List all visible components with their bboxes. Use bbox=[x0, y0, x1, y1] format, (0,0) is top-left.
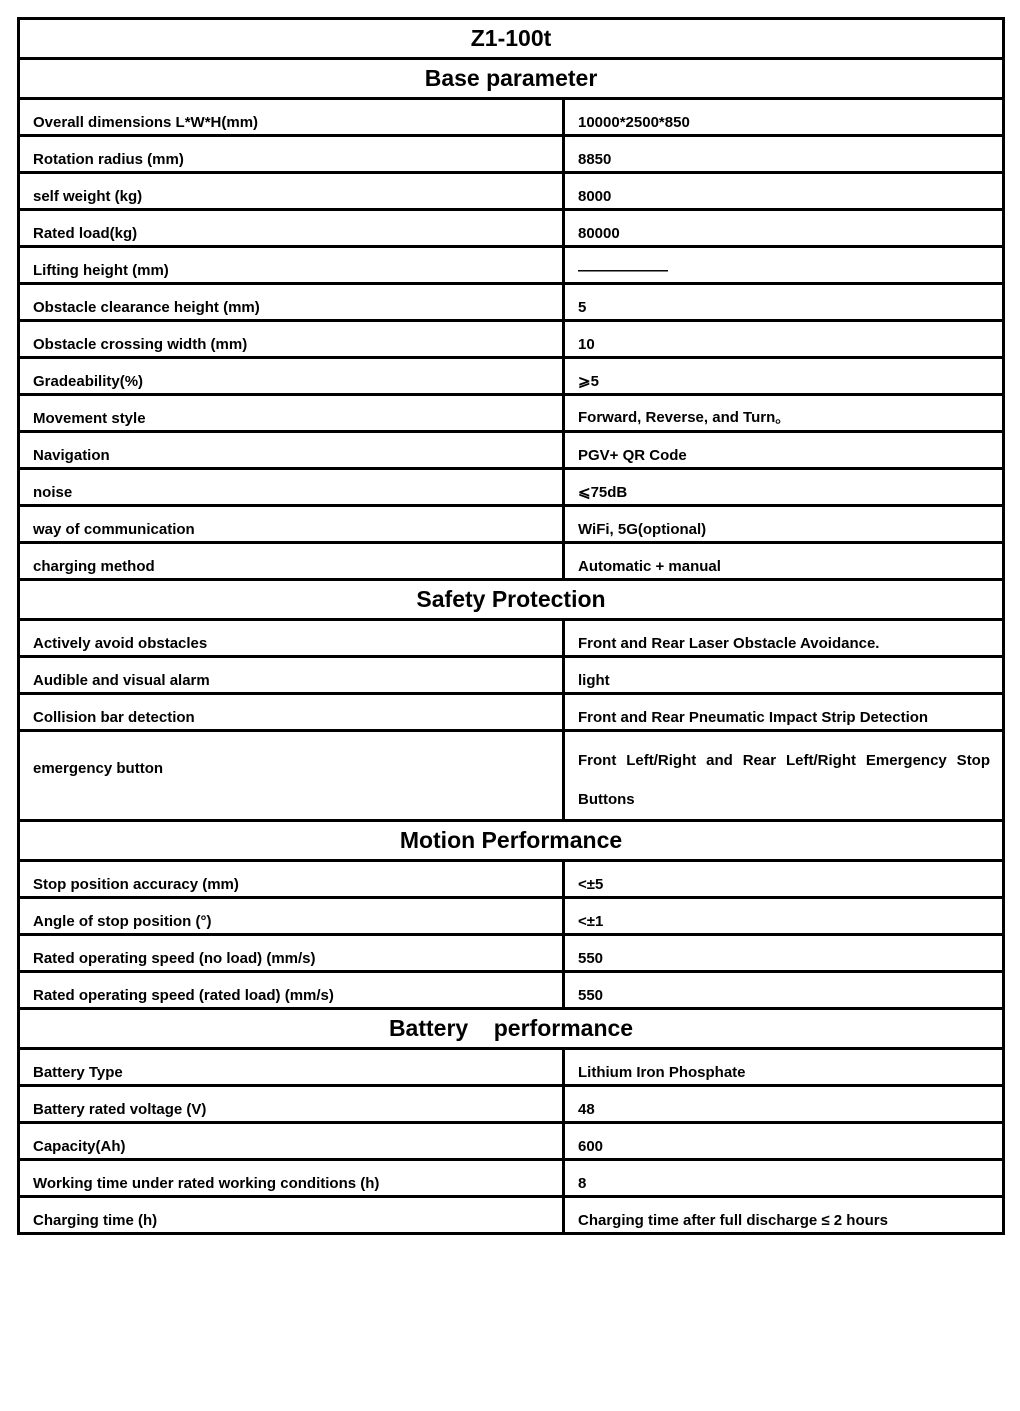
row-value: Lithium Iron Phosphate bbox=[564, 1049, 1004, 1086]
section-header bbox=[19, 1009, 1004, 1049]
row-label: Movement style bbox=[19, 395, 564, 432]
table-row bbox=[19, 432, 1004, 469]
table-row bbox=[19, 358, 1004, 395]
row-value: Forward, Reverse, and Turn。 bbox=[564, 395, 1004, 432]
row-label: Stop position accuracy (mm) bbox=[19, 861, 564, 898]
row-label: Rotation radius (mm) bbox=[19, 136, 564, 173]
row-value: PGV+ QR Code bbox=[564, 432, 1004, 469]
row-label: Battery rated voltage (V) bbox=[19, 1086, 564, 1123]
title-row bbox=[19, 19, 1004, 59]
row-value: light bbox=[564, 657, 1004, 694]
table-row bbox=[19, 136, 1004, 173]
row-label: Rated load(kg) bbox=[19, 210, 564, 247]
table-row bbox=[19, 506, 1004, 543]
row-label: way of communication bbox=[19, 506, 564, 543]
row-value: Front and Rear Laser Obstacle Avoidance. bbox=[564, 620, 1004, 657]
row-label: Rated operating speed (no load) (mm/s) bbox=[19, 935, 564, 972]
table-row bbox=[19, 173, 1004, 210]
row-label: Battery Type bbox=[19, 1049, 564, 1086]
row-value: 10 bbox=[564, 321, 1004, 358]
row-value: 10000*2500*850 bbox=[564, 99, 1004, 136]
table-row bbox=[19, 469, 1004, 506]
row-value: —————— bbox=[564, 247, 1004, 284]
row-label: Actively avoid obstacles bbox=[19, 620, 564, 657]
table-row bbox=[19, 210, 1004, 247]
section-header bbox=[19, 821, 1004, 861]
row-label: Angle of stop position (°) bbox=[19, 898, 564, 935]
row-label: Collision bar detection bbox=[19, 694, 564, 731]
row-value: Charging time after full discharge ≤ 2 hours bbox=[564, 1197, 1004, 1234]
row-label: Lifting height (mm) bbox=[19, 247, 564, 284]
row-label: charging method bbox=[19, 543, 564, 580]
row-label: emergency button bbox=[19, 731, 564, 821]
row-value: 550 bbox=[564, 935, 1004, 972]
row-value: Automatic + manual bbox=[564, 543, 1004, 580]
row-value: <±5 bbox=[564, 861, 1004, 898]
row-value: WiFi, 5G(optional) bbox=[564, 506, 1004, 543]
row-value: Front and Rear Pneumatic Impact Strip Detection bbox=[564, 694, 1004, 731]
table-row bbox=[19, 543, 1004, 580]
table-row bbox=[19, 1086, 1004, 1123]
table-row bbox=[19, 694, 1004, 731]
section-header bbox=[19, 59, 1004, 99]
row-label: Gradeability(%) bbox=[19, 358, 564, 395]
table-row bbox=[19, 898, 1004, 935]
row-value: 550 bbox=[564, 972, 1004, 1009]
row-value: 8000 bbox=[564, 173, 1004, 210]
row-label: Rated operating speed (rated load) (mm/s) bbox=[19, 972, 564, 1009]
row-value: 600 bbox=[564, 1123, 1004, 1160]
table-row bbox=[19, 861, 1004, 898]
row-value: ⩽75dB bbox=[564, 469, 1004, 506]
section-heading-motion-performance: Motion Performance bbox=[19, 821, 1004, 861]
section-header bbox=[19, 580, 1004, 620]
row-label: noise bbox=[19, 469, 564, 506]
row-value: ⩾5 bbox=[564, 358, 1004, 395]
table-row bbox=[19, 731, 1004, 821]
row-label: Working time under rated working conditions (h) bbox=[19, 1160, 564, 1197]
table-row bbox=[19, 1123, 1004, 1160]
row-value: 48 bbox=[564, 1086, 1004, 1123]
row-label: Charging time (h) bbox=[19, 1197, 564, 1234]
row-label: Overall dimensions L*W*H(mm) bbox=[19, 99, 564, 136]
table-row bbox=[19, 657, 1004, 694]
row-value: Front Left/Right and Rear Left/Right Emergency Stop Buttons bbox=[564, 731, 1004, 821]
row-label: Audible and visual alarm bbox=[19, 657, 564, 694]
row-label: self weight (kg) bbox=[19, 173, 564, 210]
table-row bbox=[19, 620, 1004, 657]
section-heading-safety-protection: Safety Protection bbox=[19, 580, 1004, 620]
row-value: 8850 bbox=[564, 136, 1004, 173]
table-row bbox=[19, 972, 1004, 1009]
section-heading-battery-performance: Battery performance bbox=[19, 1009, 1004, 1049]
table-row bbox=[19, 99, 1004, 136]
table-row bbox=[19, 935, 1004, 972]
table-row bbox=[19, 284, 1004, 321]
row-label: Obstacle clearance height (mm) bbox=[19, 284, 564, 321]
row-value: 5 bbox=[564, 284, 1004, 321]
row-label: Navigation bbox=[19, 432, 564, 469]
table-row bbox=[19, 1049, 1004, 1086]
section-heading-base-parameter: Base parameter bbox=[19, 59, 1004, 99]
row-label: Capacity(Ah) bbox=[19, 1123, 564, 1160]
table-row bbox=[19, 321, 1004, 358]
table-row bbox=[19, 247, 1004, 284]
table-row bbox=[19, 1160, 1004, 1197]
table-row bbox=[19, 395, 1004, 432]
document-title: Z1-100t bbox=[19, 19, 1004, 59]
spec-table bbox=[17, 17, 1005, 1235]
row-value: 8 bbox=[564, 1160, 1004, 1197]
row-value: 80000 bbox=[564, 210, 1004, 247]
table-row bbox=[19, 1197, 1004, 1234]
row-value: <±1 bbox=[564, 898, 1004, 935]
row-label: Obstacle crossing width (mm) bbox=[19, 321, 564, 358]
